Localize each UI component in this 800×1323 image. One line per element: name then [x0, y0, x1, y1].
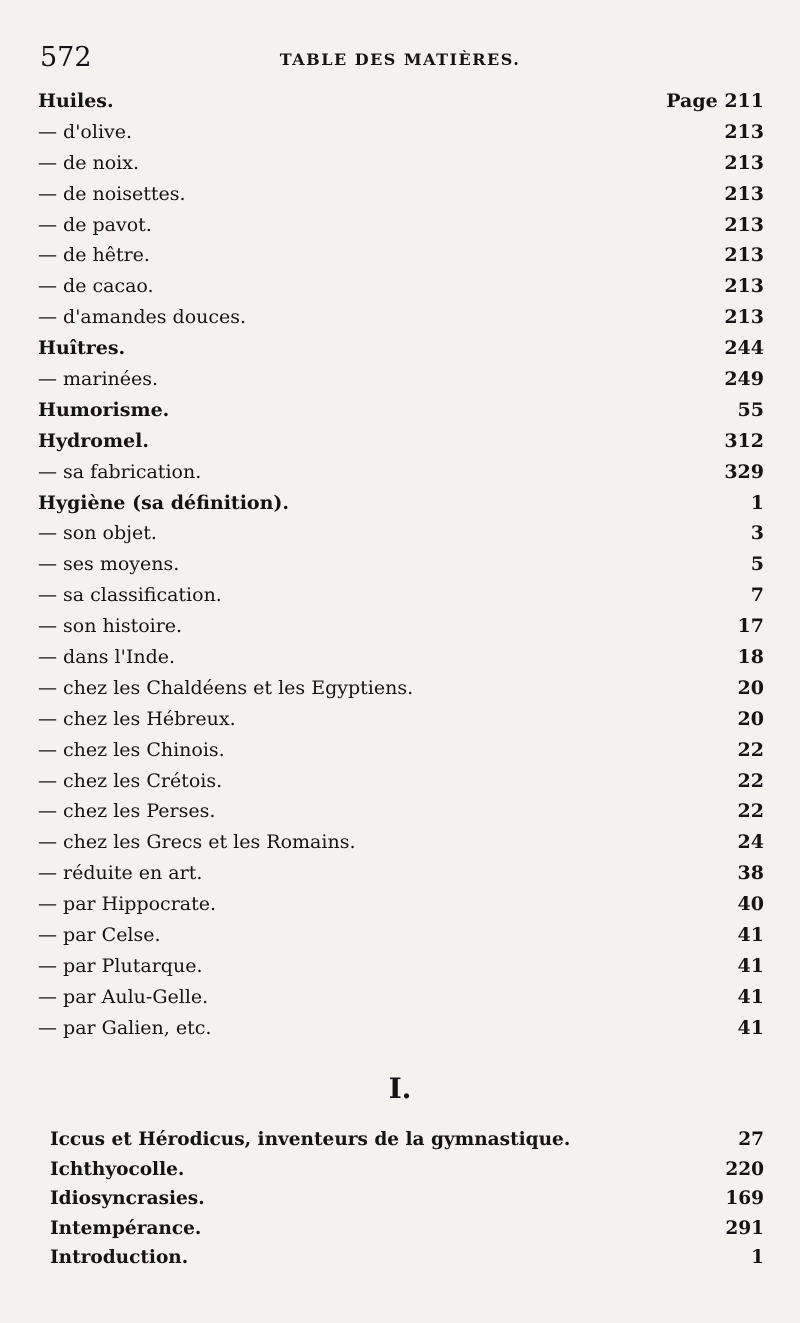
- index-entry: [38, 333, 764, 364]
- entry-term: — son objet.: [38, 522, 157, 545]
- entry-page-number: 312: [724, 429, 764, 452]
- entry-term: — réduite en art.: [38, 862, 203, 885]
- index-entry: [38, 735, 764, 766]
- index-entry: [38, 148, 764, 179]
- entry-term: Huîtres.: [38, 337, 126, 360]
- entry-term: — de noix.: [38, 151, 139, 174]
- index-entry: [38, 766, 764, 797]
- entry-page-number: 5: [750, 553, 764, 576]
- entry-page-number: 1: [751, 1247, 764, 1268]
- entry-term: — par Hippocrate.: [38, 893, 217, 916]
- entry-page-number: 24: [737, 831, 764, 854]
- entry-term: — sa fabrication.: [38, 460, 202, 483]
- entry-term: Iccus et Hérodicus, inventeurs de la gymnastique.: [50, 1129, 571, 1150]
- section-letter: I.: [388, 1072, 412, 1105]
- entry-page-number: 20: [737, 676, 764, 699]
- entry-page-number: 55: [737, 398, 764, 421]
- entry-term: — par Celse.: [38, 924, 161, 947]
- index-entry: [50, 1125, 764, 1155]
- entry-term: — ses moyens.: [38, 553, 180, 576]
- entry-term: Hydromel.: [38, 429, 149, 452]
- entry-page-number: 41: [737, 1016, 764, 1039]
- entry-term: — sa classification.: [38, 584, 222, 607]
- index-entry: [38, 704, 764, 735]
- entry-term: Ichthyocolle.: [50, 1158, 185, 1180]
- index-entry: [38, 457, 764, 488]
- entry-page-number: 220: [725, 1158, 764, 1180]
- index-entry: [50, 1155, 764, 1185]
- entry-page-number: Page 211: [666, 90, 764, 112]
- entry-page-number: 27: [738, 1129, 764, 1150]
- entry-term: — marinées.: [38, 368, 159, 391]
- entry-page-number: 244: [724, 337, 764, 360]
- index-entry: [50, 1214, 764, 1244]
- index-entry: [38, 858, 764, 889]
- entry-term: — son histoire.: [38, 615, 183, 638]
- entry-term: Hygiène (sa définition).: [38, 491, 290, 514]
- index-entry: [50, 1243, 764, 1273]
- entry-term: — chez les Hébreux.: [38, 707, 236, 730]
- index-entry: [50, 1184, 764, 1214]
- entry-page-number: 22: [737, 738, 764, 761]
- index-entry: [38, 951, 764, 982]
- entry-page-number: 249: [724, 368, 764, 391]
- index-entry: [38, 426, 764, 457]
- index-entry: [38, 117, 764, 148]
- index-entry: [38, 488, 764, 519]
- entry-page-number: 17: [737, 615, 764, 638]
- entry-term: — par Aulu-Gelle.: [38, 985, 209, 1008]
- index-section-i: [50, 1125, 764, 1273]
- index-entry: [38, 1013, 764, 1044]
- entry-term: — dans l'Inde.: [38, 646, 176, 669]
- entry-page-number: 213: [724, 182, 764, 205]
- running-title: TABLE DES MATIÈRES.: [279, 50, 521, 69]
- entry-page-number: 41: [737, 985, 764, 1008]
- entry-page-number: 291: [725, 1217, 764, 1239]
- entry-page-number: 3: [750, 522, 764, 545]
- index-entry: [38, 827, 764, 858]
- entry-term: Huiles.: [38, 90, 114, 112]
- entry-page-number: 38: [737, 862, 764, 885]
- entry-term: Humorisme.: [38, 398, 170, 421]
- index-entry: [38, 889, 764, 920]
- index-entry: [38, 302, 764, 333]
- entry-term: Introduction.: [50, 1247, 189, 1268]
- entry-page-number: 213: [724, 306, 764, 329]
- index-entry: [38, 518, 764, 549]
- entry-term: — de pavot.: [38, 213, 152, 236]
- entry-page-number: 1: [750, 491, 764, 514]
- index-entry: [38, 549, 764, 580]
- index-entry: [38, 210, 764, 241]
- entry-page-number: 22: [737, 800, 764, 823]
- index-entry: [38, 271, 764, 302]
- index-entry: [38, 673, 764, 704]
- index-entry: [38, 982, 764, 1013]
- index-entry: [38, 920, 764, 951]
- index-entry: [38, 86, 764, 117]
- index-entry: [38, 179, 764, 210]
- index-section-h: [38, 86, 764, 1044]
- entry-page-number: 329: [724, 460, 764, 483]
- entry-term: — chez les Chinois.: [38, 738, 225, 761]
- entry-term: — chez les Crétois.: [38, 769, 223, 792]
- entry-page-number: 40: [737, 893, 764, 916]
- entry-page-number: 41: [737, 924, 764, 947]
- entry-term: — de noisettes.: [38, 182, 186, 205]
- entry-term: Intempérance.: [50, 1217, 202, 1239]
- entry-term: — d'amandes douces.: [38, 306, 247, 329]
- entry-term: — de cacao.: [38, 275, 154, 298]
- entry-page-number: 7: [750, 584, 764, 607]
- entry-page-number: 213: [724, 151, 764, 174]
- index-entry: [38, 796, 764, 827]
- entry-page-number: 213: [724, 120, 764, 143]
- entry-term: — chez les Grecs et les Romains.: [38, 831, 356, 854]
- index-entry: [38, 642, 764, 673]
- entry-term: — d'olive.: [38, 120, 133, 143]
- index-entry: [38, 364, 764, 395]
- entry-page-number: 213: [724, 275, 764, 298]
- index-entry: [38, 611, 764, 642]
- entry-term: — de hêtre.: [38, 244, 150, 267]
- entry-page-number: 20: [737, 707, 764, 730]
- index-entry: [38, 240, 764, 271]
- index-entry: [38, 580, 764, 611]
- entry-page-number: 213: [724, 213, 764, 236]
- index-entry: [38, 395, 764, 426]
- entry-page-number: 41: [737, 954, 764, 977]
- entry-page-number: 213: [724, 244, 764, 267]
- entry-term: — par Galien, etc.: [38, 1016, 212, 1039]
- entry-page-number: 18: [737, 646, 764, 669]
- entry-page-number: 22: [737, 769, 764, 792]
- page-number: 572: [40, 42, 92, 73]
- page-header: [36, 42, 764, 76]
- entry-page-number: 169: [725, 1188, 764, 1209]
- entry-term: Idiosyncrasies.: [50, 1188, 205, 1209]
- entry-term: — chez les Chaldéens et les Egyptiens.: [38, 676, 414, 699]
- entry-term: — par Plutarque.: [38, 954, 203, 977]
- entry-term: — chez les Perses.: [38, 800, 216, 823]
